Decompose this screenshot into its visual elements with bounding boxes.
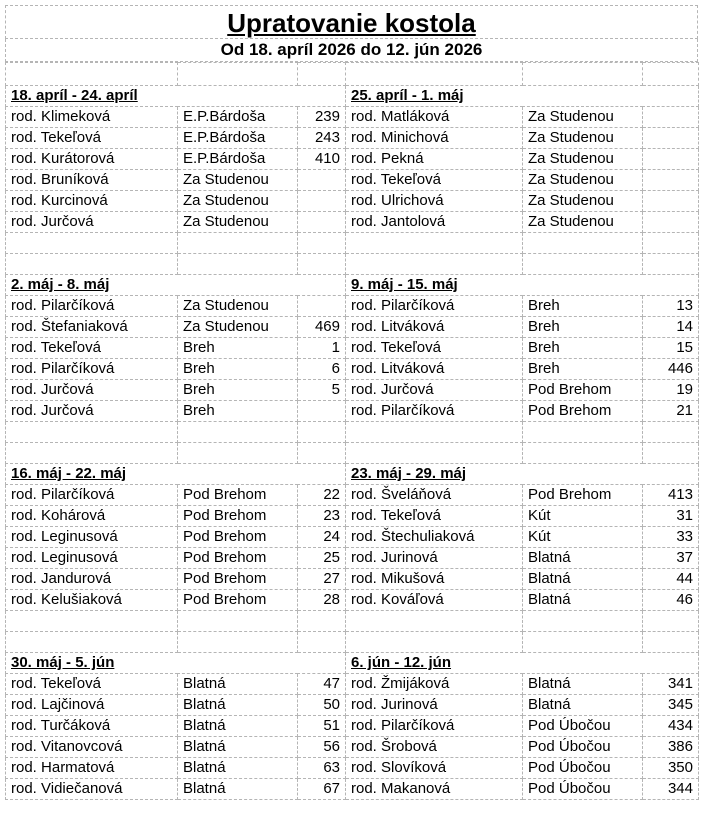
house-number-cell[interactable]: 345 [643,695,699,716]
family-name-cell[interactable] [6,485,178,506]
table-row [6,170,699,191]
empty-cell[interactable] [6,611,178,632]
title-cell[interactable] [5,5,698,39]
spacer-row [6,63,699,86]
family-name-cell[interactable] [6,590,178,611]
family-name: rod. Pilarčíková [11,360,115,377]
empty-cell[interactable] [346,233,523,254]
family-name: rod. Šrobová [351,738,437,755]
empty-cell[interactable] [643,63,699,86]
house-number-cell[interactable]: 434 [643,716,699,737]
family-name: rod. Harmatová [11,759,115,776]
family-name-cell[interactable] [346,149,523,170]
schedule-grid [5,62,698,800]
family-name: rod. Klimeková [11,108,111,125]
empty-cell[interactable] [643,254,699,275]
empty-cell[interactable] [6,254,178,275]
family-name: rod. Litváková [351,360,445,377]
street-cell[interactable]: Pod Brehom [178,527,298,548]
street-cell[interactable]: Blatná [178,779,298,800]
table-row [6,485,699,506]
week-heading-row [6,275,699,296]
empty-cell[interactable] [178,254,298,275]
week-label[interactable]: 6. jún - 12. jún [346,653,699,674]
family-name: rod. Leginusová [11,549,118,566]
empty-cell[interactable] [6,632,178,653]
street-cell[interactable]: Za Studenou [523,128,643,149]
house-number-cell[interactable]: 344 [643,779,699,800]
family-name-cell[interactable] [346,695,523,716]
family-name: rod. Jurčová [11,402,94,419]
week-label[interactable]: 18. apríl - 24. apríl [6,86,346,107]
street-cell[interactable]: Kút [523,506,643,527]
family-name: rod. Lajčinová [11,696,105,713]
street-cell[interactable]: Za Studenou [523,212,643,233]
house-number-cell[interactable]: 51 [298,716,346,737]
empty-cell[interactable] [346,632,523,653]
house-number-cell[interactable]: 47 [298,674,346,695]
family-name: rod. Vidiečanová [11,780,123,797]
document-subtitle: Od 18. apríl 2026 do 12. jún 2026 [220,40,483,59]
family-name: rod. Kurcinová [11,192,108,209]
family-name-cell[interactable] [346,296,523,317]
family-name: rod. Tekeľová [351,171,441,188]
table-row [6,338,699,359]
street-cell[interactable]: Breh [178,401,298,422]
family-name-cell[interactable] [346,338,523,359]
house-number-cell[interactable]: 1 [298,338,346,359]
family-name: rod. Šveláňová [351,486,452,503]
family-name-cell[interactable] [6,170,178,191]
empty-cell[interactable] [643,632,699,653]
family-name-cell[interactable] [346,758,523,779]
family-name-cell[interactable] [346,779,523,800]
family-name-cell[interactable] [346,359,523,380]
empty-cell[interactable] [643,611,699,632]
week-heading-row [6,653,699,674]
street-cell[interactable]: Breh [523,338,643,359]
table-row [6,737,699,758]
table-row [6,107,699,128]
family-name: rod. Pilarčíková [351,717,455,734]
family-name: rod. Žmijáková [351,675,450,692]
family-name-cell[interactable] [6,569,178,590]
family-name: rod. Pilarčíková [351,297,455,314]
street-cell[interactable]: Za Studenou [523,107,643,128]
house-number-cell[interactable]: 46 [643,590,699,611]
empty-cell[interactable] [6,443,178,464]
house-number-cell[interactable] [298,170,346,191]
week-label[interactable]: 25. apríl - 1. máj [346,86,699,107]
family-name-cell[interactable] [346,170,523,191]
family-name-cell[interactable] [346,128,523,149]
family-name-cell[interactable] [6,716,178,737]
empty-cell[interactable] [523,233,643,254]
empty-cell[interactable] [643,422,699,443]
street-cell[interactable]: Za Studenou [178,317,298,338]
family-name-cell[interactable] [346,380,523,401]
house-number-cell[interactable] [643,128,699,149]
family-name: rod. Pekná [351,150,424,167]
empty-cell[interactable] [178,63,298,86]
house-number-cell[interactable]: 33 [643,527,699,548]
spacer-row [6,611,699,632]
house-number-cell[interactable] [298,401,346,422]
family-name-cell[interactable] [6,548,178,569]
street-cell[interactable]: E.P.Bárdoša [178,149,298,170]
empty-cell[interactable] [523,611,643,632]
empty-cell[interactable] [643,443,699,464]
street-cell[interactable]: Pod Brehom [178,506,298,527]
empty-cell[interactable] [346,443,523,464]
family-name-cell[interactable] [346,590,523,611]
empty-cell[interactable] [178,422,298,443]
family-name-cell[interactable] [346,401,523,422]
family-name: rod. Kelušiaková [11,591,122,608]
family-name-cell[interactable] [6,737,178,758]
family-name-cell[interactable] [346,527,523,548]
table-row [6,779,699,800]
table-row [6,758,699,779]
house-number-cell[interactable]: 15 [643,338,699,359]
table-row [6,212,699,233]
table-row [6,590,699,611]
family-name: rod. Makanová [351,780,451,797]
house-number-cell[interactable]: 28 [298,590,346,611]
empty-cell[interactable] [178,632,298,653]
empty-cell[interactable] [346,422,523,443]
house-number-cell[interactable] [298,191,346,212]
empty-cell[interactable] [6,63,178,86]
house-number-cell[interactable]: 446 [643,359,699,380]
house-number-cell[interactable]: 31 [643,506,699,527]
house-number-cell[interactable]: 23 [298,506,346,527]
house-number-cell[interactable]: 5 [298,380,346,401]
house-number-cell[interactable]: 22 [298,485,346,506]
family-name: rod. Jurčová [11,213,94,230]
family-name: rod. Tekeľová [11,675,101,692]
street-cell[interactable]: Blatná [523,674,643,695]
empty-cell[interactable] [298,611,346,632]
family-name: rod. Mikušová [351,570,445,587]
street-cell[interactable]: Pod Úbočou [523,779,643,800]
table-row [6,674,699,695]
week-label[interactable]: 9. máj - 15. máj [346,275,699,296]
house-number-cell[interactable] [643,212,699,233]
empty-cell[interactable] [298,632,346,653]
house-number-cell[interactable]: 50 [298,695,346,716]
family-name-cell[interactable] [346,737,523,758]
empty-cell[interactable] [298,443,346,464]
family-name: rod. Minichová [351,129,449,146]
family-name-cell[interactable] [6,674,178,695]
street-cell[interactable]: Pod Brehom [178,590,298,611]
street-cell[interactable]: Blatná [178,695,298,716]
street-cell[interactable]: Breh [178,359,298,380]
house-number-cell[interactable]: 13 [643,296,699,317]
empty-cell[interactable] [298,254,346,275]
family-name-cell[interactable] [346,548,523,569]
family-name: rod. Jurinová [351,696,438,713]
family-name: rod. Bruníková [11,171,109,188]
house-number-cell[interactable]: 413 [643,485,699,506]
table-row [6,716,699,737]
document-title: Upratovanie kostola [227,8,476,38]
house-number-cell[interactable]: 56 [298,737,346,758]
week-heading-row [6,464,699,485]
street-cell[interactable]: Pod Brehom [178,569,298,590]
street-cell[interactable]: Blatná [523,569,643,590]
family-name: rod. Tekeľová [11,339,101,356]
house-number-cell[interactable]: 19 [643,380,699,401]
empty-cell[interactable] [643,233,699,254]
family-name: rod. Slovíková [351,759,447,776]
house-number-cell[interactable] [298,212,346,233]
family-name: rod. Leginusová [11,528,118,545]
family-name: rod. Vitanovcová [11,738,123,755]
family-name: rod. Štefaniaková [11,318,128,335]
street-cell[interactable]: Blatná [178,758,298,779]
street-cell[interactable]: Kút [523,527,643,548]
table-row [6,695,699,716]
empty-cell[interactable] [523,443,643,464]
street-cell[interactable]: Za Studenou [523,149,643,170]
family-name-cell[interactable] [6,338,178,359]
table-row [6,527,699,548]
empty-cell[interactable] [523,422,643,443]
spacer-row [6,233,699,254]
family-name: rod. Kohárová [11,507,106,524]
family-name: rod. Matláková [351,108,450,125]
family-name-cell[interactable] [6,695,178,716]
empty-cell[interactable] [178,443,298,464]
week-heading-row [6,86,699,107]
street-cell[interactable]: Blatná [523,695,643,716]
family-name: rod. Jurčová [11,381,94,398]
street-cell[interactable]: Za Studenou [523,170,643,191]
spacer-row [6,632,699,653]
family-name: rod. Jandurová [11,570,112,587]
house-number-cell[interactable]: 21 [643,401,699,422]
family-name: rod. Pilarčíková [11,486,115,503]
family-name-cell[interactable] [6,380,178,401]
street-cell[interactable]: Za Studenou [178,212,298,233]
family-name-cell[interactable] [346,191,523,212]
empty-cell[interactable] [346,254,523,275]
week-label[interactable]: 23. máj - 29. máj [346,464,699,485]
empty-cell[interactable] [346,63,523,86]
table-row [6,149,699,170]
house-number-cell[interactable]: 27 [298,569,346,590]
street-cell[interactable]: Pod Brehom [178,485,298,506]
street-cell[interactable]: Breh [523,296,643,317]
spacer-row [6,422,699,443]
street-cell[interactable]: Breh [178,380,298,401]
table-row [6,359,699,380]
table-row [6,548,699,569]
family-name-cell[interactable] [346,716,523,737]
week-label[interactable]: 2. máj - 8. máj [6,275,346,296]
street-cell[interactable]: Breh [523,359,643,380]
family-name-cell[interactable] [346,317,523,338]
family-name-cell[interactable] [6,296,178,317]
street-cell[interactable]: Za Studenou [178,191,298,212]
house-number-cell[interactable]: 14 [643,317,699,338]
table-row [6,380,699,401]
schedule-table [5,62,699,800]
family-name: rod. Pilarčíková [11,297,115,314]
street-cell[interactable]: Pod Úbočou [523,758,643,779]
street-cell[interactable]: Pod Brehom [523,380,643,401]
family-name-cell[interactable] [346,107,523,128]
street-cell[interactable]: Pod Brehom [523,401,643,422]
family-name: rod. Jantolová [351,213,446,230]
house-number-cell[interactable]: 469 [298,317,346,338]
house-number-cell[interactable]: 350 [643,758,699,779]
empty-cell[interactable] [346,611,523,632]
street-cell[interactable]: Pod Úbočou [523,716,643,737]
family-name-cell[interactable] [6,779,178,800]
empty-cell[interactable] [298,63,346,86]
street-cell[interactable]: Blatná [178,716,298,737]
street-cell[interactable]: E.P.Bárdoša [178,107,298,128]
table-row [6,128,699,149]
family-name: rod. Pilarčíková [351,402,455,419]
street-cell[interactable]: Breh [178,338,298,359]
house-number-cell[interactable]: 341 [643,674,699,695]
week-label[interactable]: 16. máj - 22. máj [6,464,346,485]
family-name-cell[interactable] [346,506,523,527]
family-name-cell[interactable] [6,758,178,779]
subtitle-cell[interactable] [5,39,698,62]
week-label[interactable]: 30. máj - 5. jún [6,653,346,674]
family-name: rod. Kurátorová [11,150,115,167]
house-number-cell[interactable]: 44 [643,569,699,590]
empty-cell[interactable] [523,632,643,653]
street-cell[interactable]: Pod Brehom [178,548,298,569]
house-number-cell[interactable] [643,107,699,128]
table-row [6,569,699,590]
family-name: rod. Jurčová [351,381,434,398]
house-number-cell[interactable]: 386 [643,737,699,758]
house-number-cell[interactable]: 24 [298,527,346,548]
empty-cell[interactable] [523,63,643,86]
family-name-cell[interactable] [346,485,523,506]
house-number-cell[interactable] [298,296,346,317]
house-number-cell[interactable] [643,170,699,191]
empty-cell[interactable] [298,233,346,254]
house-number-cell[interactable]: 67 [298,779,346,800]
family-name-cell[interactable] [6,128,178,149]
family-name: rod. Jurinová [351,549,438,566]
house-number-cell[interactable]: 6 [298,359,346,380]
empty-cell[interactable] [523,254,643,275]
street-cell[interactable]: Blatná [523,590,643,611]
house-number-cell[interactable]: 239 [298,107,346,128]
family-name: rod. Tekeľová [11,129,101,146]
street-cell[interactable]: Blatná [523,548,643,569]
street-cell[interactable]: Za Studenou [178,170,298,191]
family-name-cell[interactable] [346,212,523,233]
family-name: rod. Štechuliaková [351,528,475,545]
street-cell[interactable]: Blatná [178,737,298,758]
street-cell[interactable]: Pod Brehom [523,485,643,506]
family-name-cell[interactable] [6,212,178,233]
family-name-cell[interactable] [6,317,178,338]
family-name-cell[interactable] [6,506,178,527]
family-name-cell[interactable] [346,569,523,590]
family-name: rod. Ulrichová [351,192,444,209]
family-name-cell[interactable] [6,401,178,422]
house-number-cell[interactable]: 37 [643,548,699,569]
family-name: rod. Tekeľová [351,507,441,524]
street-cell[interactable]: Za Studenou [178,296,298,317]
house-number-cell[interactable]: 243 [298,128,346,149]
street-cell[interactable]: Blatná [178,674,298,695]
house-number-cell[interactable]: 25 [298,548,346,569]
family-name: rod. Tekeľová [351,339,441,356]
family-name: rod. Litváková [351,318,445,335]
street-cell[interactable]: Pod Úbočou [523,737,643,758]
table-row [6,317,699,338]
family-name-cell[interactable] [6,527,178,548]
street-cell[interactable]: E.P.Bárdoša [178,128,298,149]
table-row [6,296,699,317]
family-name-cell[interactable] [6,359,178,380]
house-number-cell[interactable] [643,191,699,212]
family-name-cell[interactable] [6,191,178,212]
family-name-cell[interactable] [6,107,178,128]
spacer-row [6,254,699,275]
family-name-cell[interactable] [6,149,178,170]
house-number-cell[interactable] [643,149,699,170]
empty-cell[interactable] [178,233,298,254]
house-number-cell[interactable]: 410 [298,149,346,170]
street-cell[interactable]: Breh [523,317,643,338]
family-name-cell[interactable] [346,674,523,695]
street-cell[interactable]: Za Studenou [523,191,643,212]
house-number-cell[interactable]: 63 [298,758,346,779]
empty-cell[interactable] [6,233,178,254]
empty-cell[interactable] [298,422,346,443]
empty-cell[interactable] [178,611,298,632]
table-row [6,191,699,212]
table-row [6,506,699,527]
spacer-row [6,443,699,464]
table-row [6,401,699,422]
empty-cell[interactable] [6,422,178,443]
family-name: rod. Turčáková [11,717,111,734]
family-name: rod. Kováľová [351,591,444,608]
